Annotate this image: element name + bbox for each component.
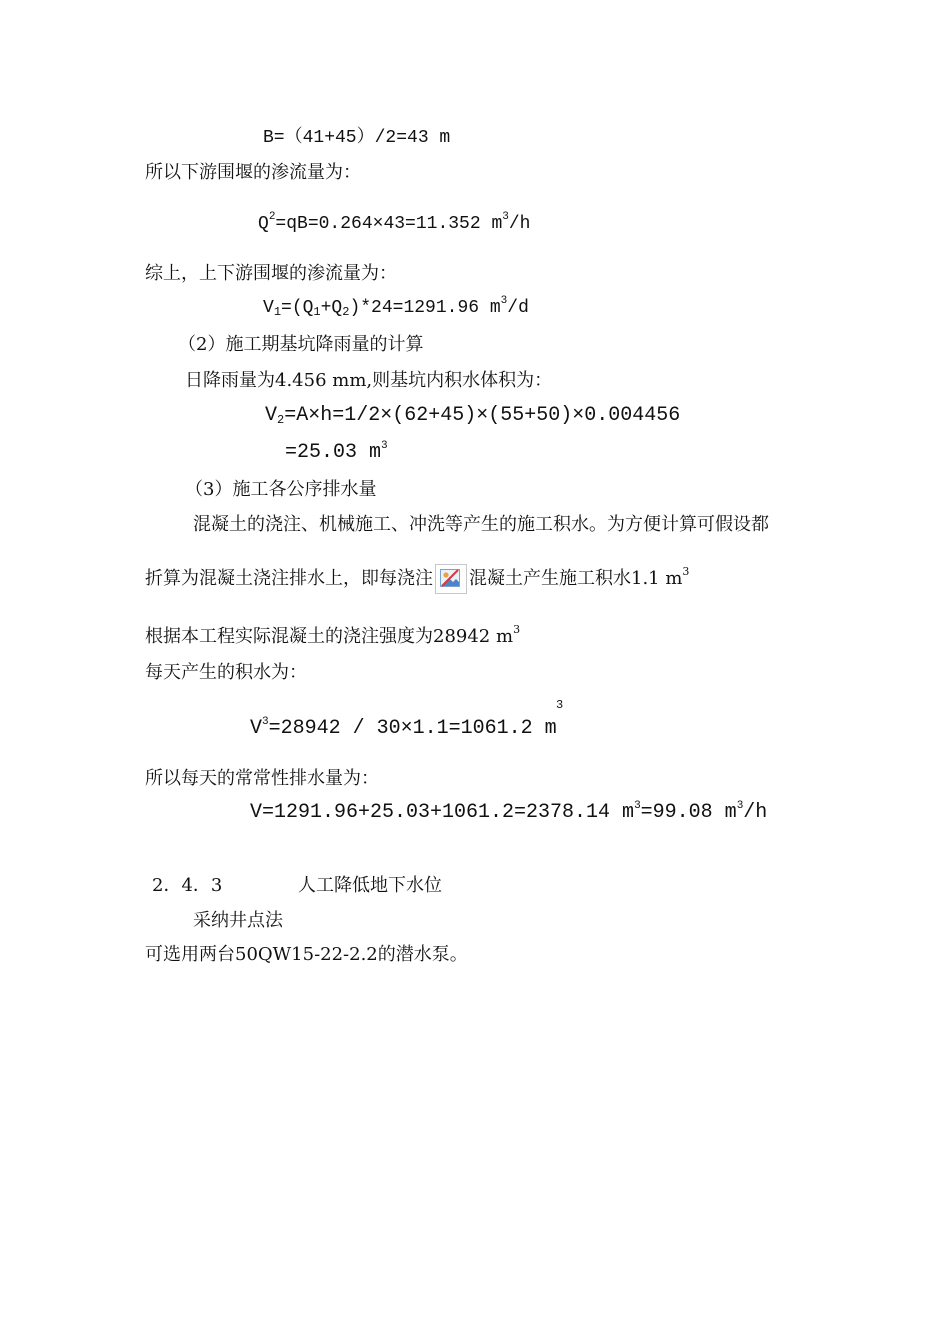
line-downstream-heading: 所以下游围堰的渗流量为： [145,162,361,183]
line-section-3-heading: （3）施工各公序排水量 [185,479,377,500]
line-drainage-heading: 所以每天的常常性排水量为： [145,768,379,789]
line-pump-selection: 可选用两台50QW15-22-2.2的潜水泵。 [145,944,468,965]
line-section-2-heading: （2）施工期基坑降雨量的计算 [178,334,424,355]
line-concrete-conversion: 折算为混凝土浇注排水上，即每浇注 混凝土产生施工积水1.1 $m^3$ [145,564,689,594]
line-v3-formula: $V^3=28942 / 30\times 1.1=1061.2$ m [250,716,557,740]
floating-superscript: 3 [556,698,564,712]
line-v1-formula: $V_1=(Q_1+Q_2)*24=1291.96$ $m^3/d$ [263,295,529,319]
broken-image-icon [435,564,467,594]
section-title: 人工降低地下水位 [298,875,442,896]
line-v2-result: =25.03 $m^3$ [285,440,388,464]
line-b-width: B=（41+45）/2=43 m [263,128,451,148]
line-wellpoint-method: 采纳井点法 [193,910,283,931]
line-total-formula: V=1291.96+25.03+1061.2=2378.14 $m^3=99.08$ $m^3/h$ [250,800,768,824]
line-v2-formula: $V_2=A\times h=1/2\times(62+45)\times(55+50)\times 0.004456$ [265,404,681,427]
line-pour-intensity: 根据本工程实际混凝土的浇注强度为28942 $m^3$ [145,623,521,647]
line-construction-water-para: 混凝土的浇注、机械施工、冲洗等产生的施工积水。为方便计算可假设都 [193,514,769,535]
line-summary-heading: 综上，上下游围堰的渗流量为： [145,263,397,284]
section-number: 2．4．3 [152,875,223,896]
line-daily-water-heading: 每天产生的积水为： [145,662,307,683]
line-q2-formula: $Q^2=qB=0.264\times 43=11.352$ $m^3/h$ [258,211,531,234]
line-rainfall: 日降雨量为4.456 mm,则基坑内积水体积为： [185,370,553,391]
